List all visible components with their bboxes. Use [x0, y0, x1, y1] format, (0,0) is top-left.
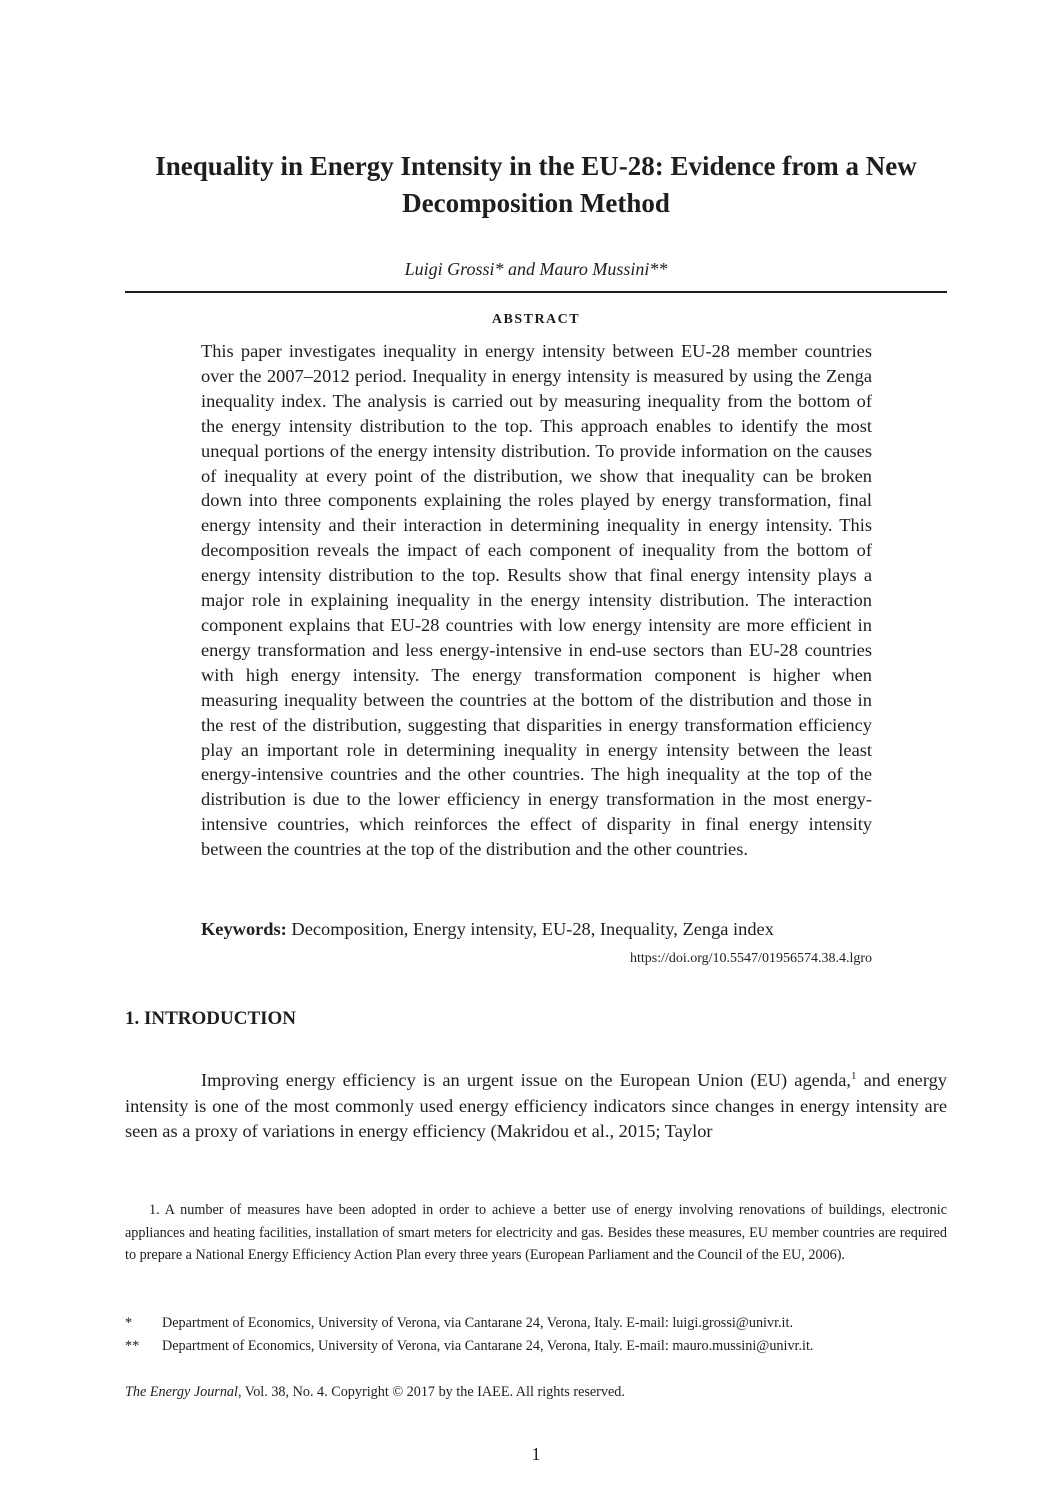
authors: Luigi Grossi* and Mauro Mussini**: [404, 259, 668, 279]
page-number: 1: [531, 1444, 541, 1464]
copyright-line: [125, 1382, 947, 1402]
copyright-text: , Vol. 38, No. 4. Copyright © 2017 by the IAEE. All rights reserved.: [237, 1384, 625, 1400]
affiliation-mark: **: [125, 1338, 140, 1354]
footnote-marker[interactable]: 1: [850, 1069, 857, 1082]
doi-link[interactable]: https://doi.org/10.5547/01956574.38.4.lgro: [629, 951, 872, 966]
affiliation-mark: *: [125, 1315, 133, 1331]
keywords-label: Keywords:: [201, 919, 287, 939]
paper-title: Inequality in Energy Intensity in the EU-28: Evidence from a New Decomposition Method: [155, 151, 917, 218]
section-heading-introduction: 1. INTRODUCTION: [125, 1008, 297, 1029]
title-divider: [125, 291, 947, 293]
abstract-text: This paper investigates inequality in energy intensity between EU-28 member countries over the 2007–2012 period. Inequality in energy intensity is measured by using the Zenga inequality index. The analysis is carried out by measuring inequality from the bottom of the energy intensity distribution to the top. This approach enables to identify the most unequal portions of the energy intensity distribution. To provide information on the causes of inequality at every point of the distribution, we show that inequality can be broken down into three components explaining the roles played by energy transformation, final energy intensity and their interaction in determining inequality in energy intensity. This decomposition reveals the impact of each component of inequality from the bottom of energy intensity distribution to the top. Results show that final energy intensity plays a major role in explaining inequality in the energy intensity distribution. The interaction component explains that EU-28 countries with low energy intensity are more efficient in energy transformation and less energy-intensive in end-use sectors than EU-28 countries with high energy intensity. The energy transformation component is higher when measuring inequality between the countries at the bottom of the distribution and those in the rest of the distribution, suggesting that disparities in energy transformation efficiency play an important role in determining inequality in energy intensity between the least energy-intensive countries and the other countries. The high inequality at the top of the distribution is due to the lower efficiency in energy transformation in the most energy-intensive countries, which reinforces the effect of disparity in final energy intensity between the countries at the top of the distribution and the other countries.: [201, 341, 872, 860]
introduction-paragraph: [125, 1068, 947, 1145]
affiliation-text: Department of Economics, University of Verona, via Cantarane 24, Verona, Italy. E-mail: luigi.grossi@univr.it.: [162, 1315, 793, 1331]
intro-text-end: and energy intensity is one of the most commonly used energy efficiency indicators since changes in energy intensity are seen as a proxy of variations in energy efficiency (Makridou et al., 2015; Taylor: [125, 1070, 948, 1141]
keywords-list: Decomposition, Energy intensity, EU-28, Inequality, Zenga index: [291, 919, 774, 939]
abstract-heading: ABSTRACT: [491, 312, 581, 327]
journal-name: The Energy Journal: [125, 1384, 238, 1400]
affiliation-text: Department of Economics, University of Verona, via Cantarane 24, Verona, Italy. E-mail: mauro.mussini@univr.it.: [162, 1338, 814, 1354]
keywords: [201, 917, 872, 941]
footnote-1: 1. A number of measures have been adopted in order to achieve a better use of energy involving renovations of buildings, electronic appliances and heating facilities, installation of smart meters for electricity and gas. Besides these measures, EU member countries are required to prepare a National Energy Efficiency Action Plan every three years (European Parliament and the Council of the EU, 2006).: [125, 1202, 947, 1264]
intro-text-start: Improving energy efficiency is an urgent issue on the European Union (EU) agenda,: [201, 1070, 851, 1090]
